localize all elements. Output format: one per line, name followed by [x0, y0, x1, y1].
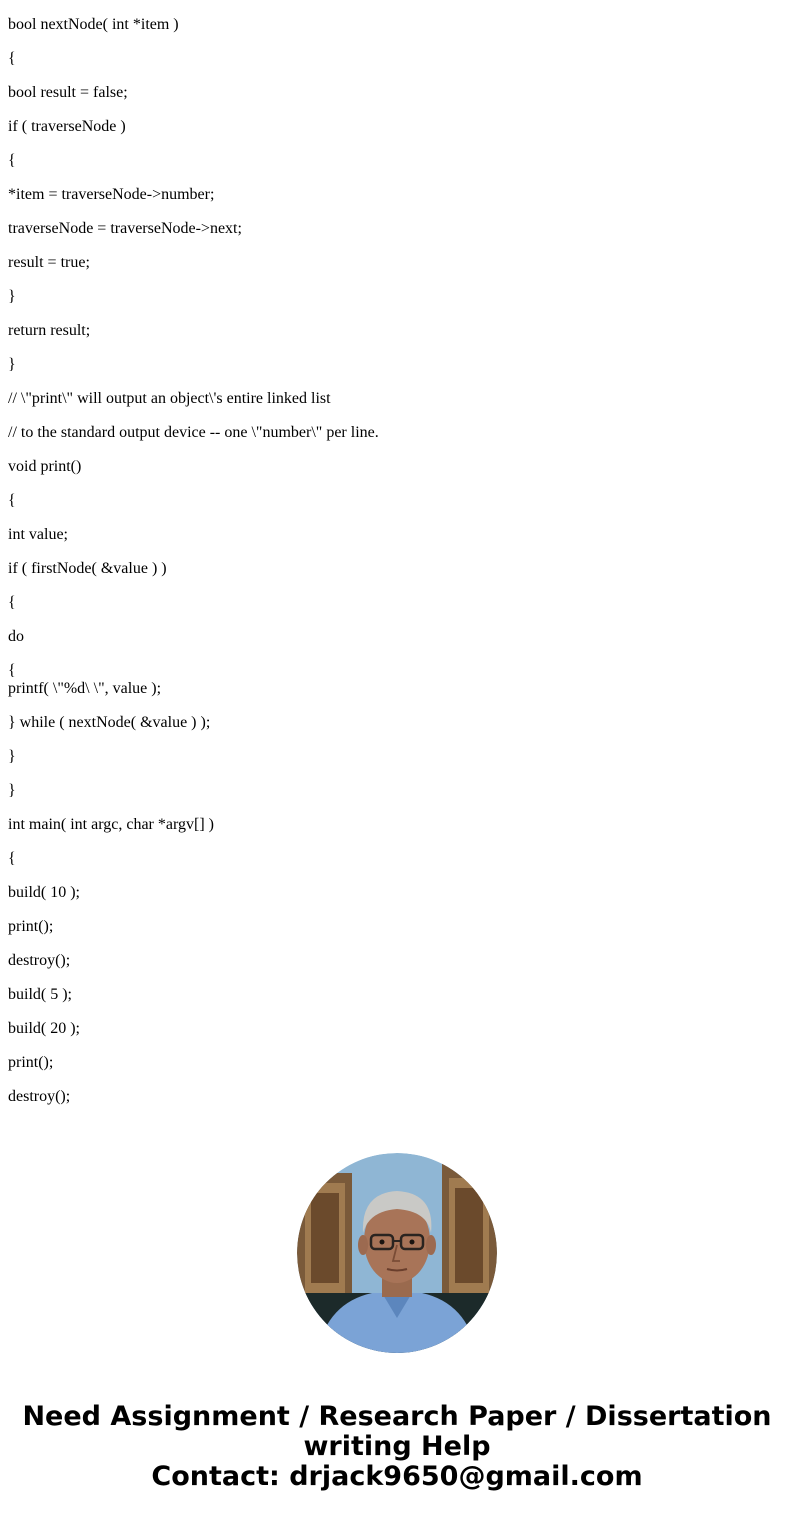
- code-line: int main( int argc, char *argv[] ): [8, 816, 214, 833]
- code-line: {: [8, 50, 16, 67]
- code-comment: // to the standard output device -- one \"number\" per line.: [8, 424, 379, 441]
- code-line: build( 10 );: [8, 884, 80, 901]
- author-avatar: [297, 1153, 497, 1353]
- code-line: }: [8, 288, 16, 305]
- contact-banner: [0, 1402, 794, 1492]
- author-photo: [297, 1153, 497, 1353]
- code-line: print();: [8, 1054, 54, 1071]
- code-line: {: [8, 492, 16, 509]
- code-line: {: [8, 662, 16, 679]
- code-line: } while ( nextNode( &value ) );: [8, 714, 211, 731]
- code-line: destroy();: [8, 1088, 71, 1105]
- code-line: if ( traverseNode ): [8, 118, 126, 135]
- code-line: if ( firstNode( &value ) ): [8, 560, 167, 577]
- code-line: {: [8, 850, 16, 867]
- code-line: printf( \"%d\ \", value );: [8, 680, 162, 697]
- code-line: {: [8, 152, 16, 169]
- code-line: destroy();: [8, 952, 71, 969]
- code-line: return result;: [8, 322, 91, 339]
- code-line: bool nextNode( int *item ): [8, 16, 179, 33]
- code-line: traverseNode = traverseNode->next;: [8, 220, 242, 237]
- code-line: }: [8, 782, 16, 799]
- code-line: build( 20 );: [8, 1020, 80, 1037]
- code-line: }: [8, 748, 16, 765]
- code-line: }: [8, 356, 16, 373]
- code-line: void print(): [8, 458, 82, 475]
- code-line: build( 5 );: [8, 986, 72, 1003]
- promo-headline: Need Assignment / Research Paper / Dissertation: [22, 1401, 772, 1432]
- promo-subheadline: writing Help: [303, 1431, 491, 1462]
- code-line: bool result = false;: [8, 84, 128, 101]
- code-line: int value;: [8, 526, 68, 543]
- code-line: print();: [8, 918, 54, 935]
- contact-email: Contact: drjack9650@gmail.com: [151, 1461, 643, 1492]
- code-line: {: [8, 594, 16, 611]
- code-line: result = true;: [8, 254, 90, 271]
- code-line: do: [8, 628, 24, 645]
- code-line: *item = traverseNode->number;: [8, 186, 215, 203]
- code-comment: // \"print\" will output an object\'s entire linked list: [8, 390, 331, 407]
